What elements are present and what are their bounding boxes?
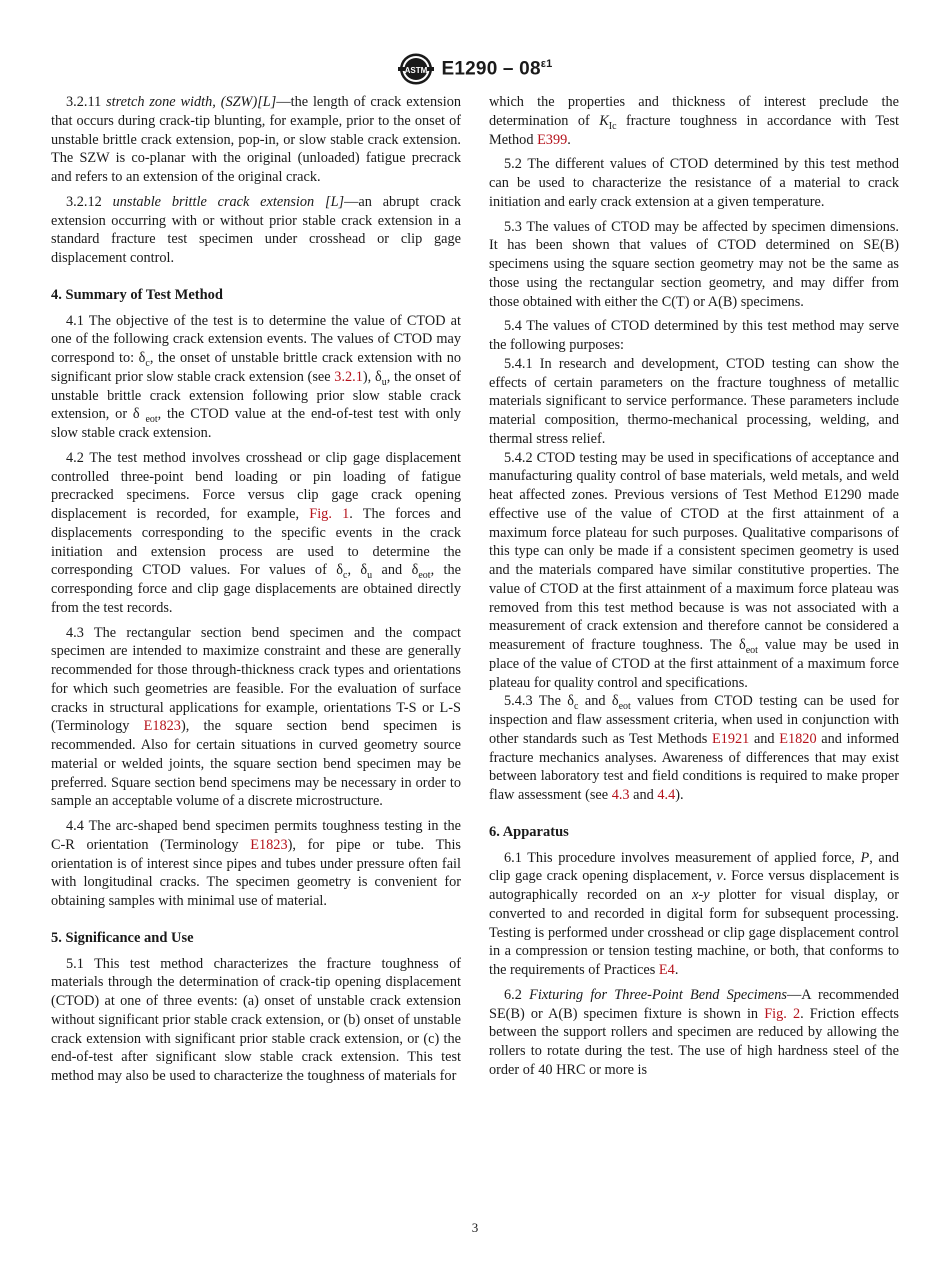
link-e4[interactable]: E4 [658,962,675,978]
page-header [0,52,950,86]
document-id-superscript: ε1 [540,57,553,70]
paragraph-4-1: 4.1 The objective of the test is to determine the value of CTOD at one of the following crack extension events. The values of CTOD may correspond to: $\delta_c$, the onset of unstable brittle crack extension with no significant prior slow stable crack extension (see 3.2.1), $\delta_u$, the onset of unstable brittle crack extension following prior slow stable crack extension, or δ $_{eot}$, the CTOD value at the end-of-test test with only slow stable crack extension. [51,312,461,441]
term-stretch-zone-width: stretch zone width, (SZW)[L] [106,94,277,110]
paragraph-5-4-3: 5.4.3 The $\delta_c$ and $\delta_{eot}$ values from CTOD testing can be used for inspection and flaw assessment criteria, when used in conjunction with other standards such as Test Methods E1921 and E1820 and informed fracture mechanics analyses. Awareness of differences that may exist between laboratory test and field conditions is required to make proper flaw assessment (see 4.3 and 4.4). [489,693,900,803]
paragraph-5-3: 5.3 The values of CTOD may be affected by specimen dimensions. It has been shown that values of CTOD determined on SE(B) specimens using the square section geometry may not be the same as those using the rectangular section geometry, and may differ from those obtained with either the C(T) or A(B) specimens. [489,218,899,310]
paragraph-5-1: 5.1 This test method characterizes the fracture toughness of materials through the determination of crack-tip opening displacement (CTOD) at one of three events: (a) onset of unstable crack extension without significant prior stable crack extension, or (b) onset of unstable crack extension with significant prior stable crack extension, or (c) the end-of-test after significant slow stable crack extension. This test method may also be used to characterize the toughness of materials for [51,955,461,1084]
section-heading-4: 4. Summary of Test Method [51,286,223,303]
paragraph-4-2: 4.2 The test method involves crosshead or clip gage displacement controlled three-point bend loading or pin loading of fatigue precracked specimens. Force versus clip gage crack opening displacement is recorded, for example, Fig. 1. The forces and displacements corresponding to the specific events in the crack initiation and extension process are used to determine the corresponding CTOD values. For values of $\delta_c$, $\delta_u$ and $\delta_{eot}$, the corresponding force and clip gage displacements are obtained directly from the test records. [51,449,462,616]
term-fixturing: Fixturing for Three-Point Bend Specimens [529,986,787,1003]
paragraph-3-2-12: 3.2.12 unstable brittle crack extension [L]—an abrupt crack extension occurring with or without prior stable crack extension in a standard fracture test specimen under crosshead or clip gage displacement control. [51,193,461,266]
link-fig-2[interactable]: Fig. 2 [764,1005,801,1022]
left-column [51,93,461,1086]
link-4-3[interactable]: 4.3 [611,787,630,803]
link-e1820[interactable]: E1820 [779,730,817,747]
link-4-4[interactable]: 4.4 [657,787,676,803]
paragraph-6-1: 6.1 This procedure involves measurement of applied force, P, and clip gage crack opening displacement, v. Force versus displacement is autographically recorded on an x-y plotter for visual display, or converted to and recorded in digital form for subsequent processing. Testing is performed under crosshead or clip gage displacement control in a compression or tension testing machine, or both, that conforms to the requirements of Practices E4. [489,849,900,978]
paragraph-5-4: 5.4 The values of CTOD determined by this test method may serve the following purposes: [489,318,899,353]
page-number: 3 [471,1220,479,1235]
right-column [489,93,899,1080]
paragraph-4-4: 4.4 The arc-shaped bend specimen permits toughness testing in the C-R orientation (Terminology E1823), for pipe or tube. This orientation is of interest since pipes and tubes under pressure often fail with longitudinal cracks. The specimen geometry is convenient for obtaining samples with minimal use of material. [51,818,461,909]
section-heading-5: 5. Significance and Use [51,929,194,946]
link-3-2-1[interactable]: 3.2.1 [334,368,363,385]
paragraph-5-4-1: 5.4.1 In research and development, CTOD testing can show the effects of certain parameters on the fracture toughness of metallic materials significant to service performance. These parameters include material composition, thermo-mechanical processing, welding, and thermal stress relief. [489,355,899,447]
document-id: $E1290 - 08^{\varepsilon 1}$ [441,57,553,80]
link-e1921[interactable]: E1921 [711,730,750,747]
link-e1823[interactable]: E1823 [143,718,181,735]
section-heading-6: 6. Apparatus [489,823,569,840]
paragraph-4-3: 4.3 The rectangular section bend specimen and the compact specimen are intended to maximize constraint and these are generally recommended for those through-thickness crack types and orientations for which such geometries are feasible. For the evaluation of surface cracks in structural applications for example, orientations T-S or L-S (Terminology E1823), the square section bend specimen is recommended. Also for certain situations in curved geometry source material or welded joints, the square section bend specimen may be preferred. Square section bend specimens may be necessary in order to sample an acceptable volume of a discrete microstructure. [51,624,462,810]
link-e399[interactable]: E399 [537,131,568,148]
astm-logo-icon [398,52,434,86]
link-e1823-2[interactable]: E1823 [250,836,288,853]
paragraph-6-2: 6.2 Fixturing for Three-Point Bend Specimens—A recommended SE(B) or A(B) specimen fixture is shown in Fig. 2. Friction effects between the support rollers and specimen are reduced by allowing the rollers to rotate during the test. The use of high hardness steel of the order of 40 HRC or more is [489,986,900,1078]
link-fig-1[interactable]: Fig. 1 [309,506,350,522]
term-unstable-brittle-crack-extension: unstable brittle crack extension [L] [112,193,345,210]
paragraph-5-1-continued: which the properties and thickness of interest preclude the determination of $K_{Ic}$ fracture toughness in accordance with Test Method E399. [489,94,899,148]
paragraph-3-2-11: 3.2.11 stretch zone width, (SZW)[L]—the length of crack extension that occurs during crack-tip blunting, for example, prior to the onset of unstable brittle crack extension, pop-in, or slow stable crack extension. The SZW is co-planar with the original (unloaded) fatigue precrack and refers to an extension of the original crack. [51,94,461,185]
paragraph-5-2: 5.2 The different values of CTOD determined by this test method can be used to characterize the resistance of a material to crack initiation and early crack extension at a given temperature. [489,156,899,210]
svg-text:ASTM: ASTM [404,66,427,75]
paragraph-5-4-2: 5.4.2 CTOD testing may be used in specifications of acceptance and manufacturing quality control of base materials, weld metals, and weld heat affected zones. Previous versions of Test Method E1290 made effective use of the value of CTOD at the first attainment of a maximum force plateau for such purposes. Qualitative comparisons of this type can only be made if a consistent specimen geometry is used and the materials compared have similar constitutive properties. The value of CTOD at the first attainment of a maximum force plateau was removed from this test method because is was not associated with a measurement of crack extension and therefore cannot be considered a measurement of fracture toughness. The $\delta_{eot}$ value may be used in place of the value of CTOD at the first attainment of a maximum force plateau for quality control and specifications. [489,449,899,691]
